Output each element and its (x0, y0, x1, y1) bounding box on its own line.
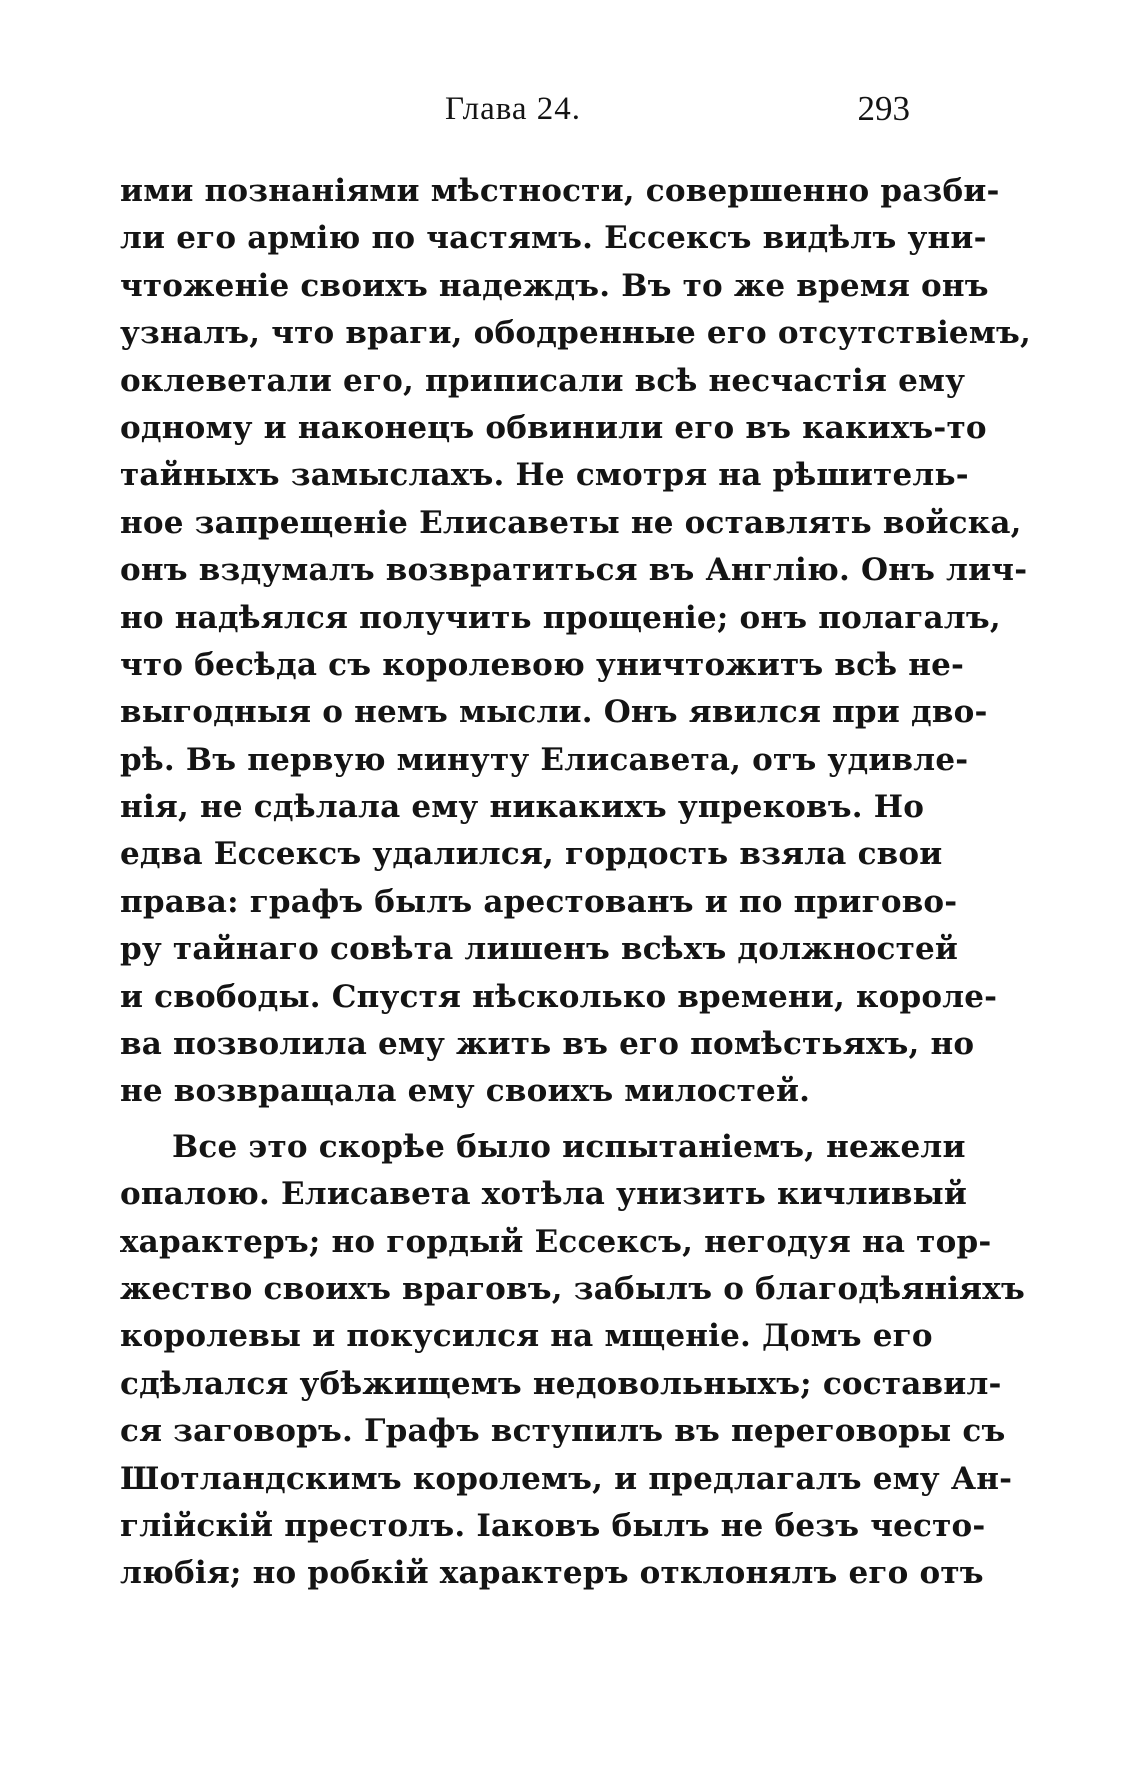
text-line: одному и наконецъ обвинили его въ какихъ-то (120, 409, 987, 446)
body-text (120, 168, 1031, 1598)
text-line: ва позволила ему жить въ его помѣстьяхъ, но (120, 1026, 975, 1063)
paragraph (120, 1124, 1025, 1598)
text-line: но надѣялся получить прощеніе; онъ полагалъ, (120, 599, 1001, 636)
page-number: 293 (857, 89, 910, 128)
text-line: что бесѣда съ королевою уничтожитъ всѣ не- (120, 646, 965, 683)
text-line: Все это скорѣе было испытаніемъ, нежели (172, 1128, 966, 1165)
text-line: ся заговоръ. Графъ вступилъ въ переговоры съ (120, 1413, 1006, 1450)
text-line: сдѣлался убѣжищемъ недовольныхъ; составил- (120, 1365, 1002, 1402)
chapter-heading: Глава 24. (445, 91, 582, 127)
running-head (120, 84, 910, 134)
text-line: едва Ессексъ удалился, гордость взяла свои (120, 836, 943, 873)
text-line: ли его армію по частямъ. Ессексъ видѣлъ уни- (120, 220, 987, 257)
text-line: любія; но робкій характеръ отклонялъ его отъ (120, 1555, 984, 1592)
text-line: не возвращала ему своихъ милостей. (120, 1073, 811, 1110)
text-line: оклеветали его, приписали всѣ несчастія ему (120, 362, 966, 399)
text-line: опалою. Елисавета хотѣла унизить кичливый (120, 1176, 968, 1213)
text-line: характеръ; но гордый Ессексъ, негодуя на тор- (120, 1223, 992, 1260)
text-line: Шотландскимъ королемъ, и предлагалъ ему Ан- (120, 1460, 1013, 1497)
text-line: тайныхъ замыслахъ. Не смотря на рѣшитель- (120, 457, 969, 494)
text-line: чтоженіе своихъ надеждъ. Въ то же время онъ (120, 267, 989, 304)
text-line: онъ вздумалъ возвратиться въ Англію. Онъ лич- (120, 552, 1028, 589)
text-line: глійскій престолъ. Іаковъ былъ не безъ често- (120, 1507, 986, 1544)
text-line: и свободы. Спустя нѣсколько времени, короле- (120, 978, 998, 1015)
text-line: ру тайнаго совѣта лишенъ всѣхъ должностей (120, 931, 959, 968)
text-line: жество своихъ враговъ, забылъ о благодѣяніяхъ (120, 1270, 1025, 1307)
text-line: королевы и покусился на мщеніе. Домъ его (120, 1318, 933, 1355)
text-line: ими познаніями мѣстности, совершенно разби- (120, 173, 1000, 209)
text-line: ное запрещеніе Елисаветы не оставлять войска, (120, 504, 1022, 541)
text-line: права: графъ былъ арестованъ и по пригово- (120, 883, 958, 920)
text-line: узналъ, что враги, ободренные его отсутствіемъ, (120, 315, 1031, 352)
text-line: выгодныя о немъ мысли. Онъ явился при дво- (120, 694, 988, 731)
text-line: нія, не сдѣлала ему никакихъ упрековъ. Но (120, 789, 925, 826)
paragraph (120, 168, 1031, 1116)
text-line: рѣ. Въ первую минуту Елисавета, отъ удивле- (120, 741, 969, 778)
